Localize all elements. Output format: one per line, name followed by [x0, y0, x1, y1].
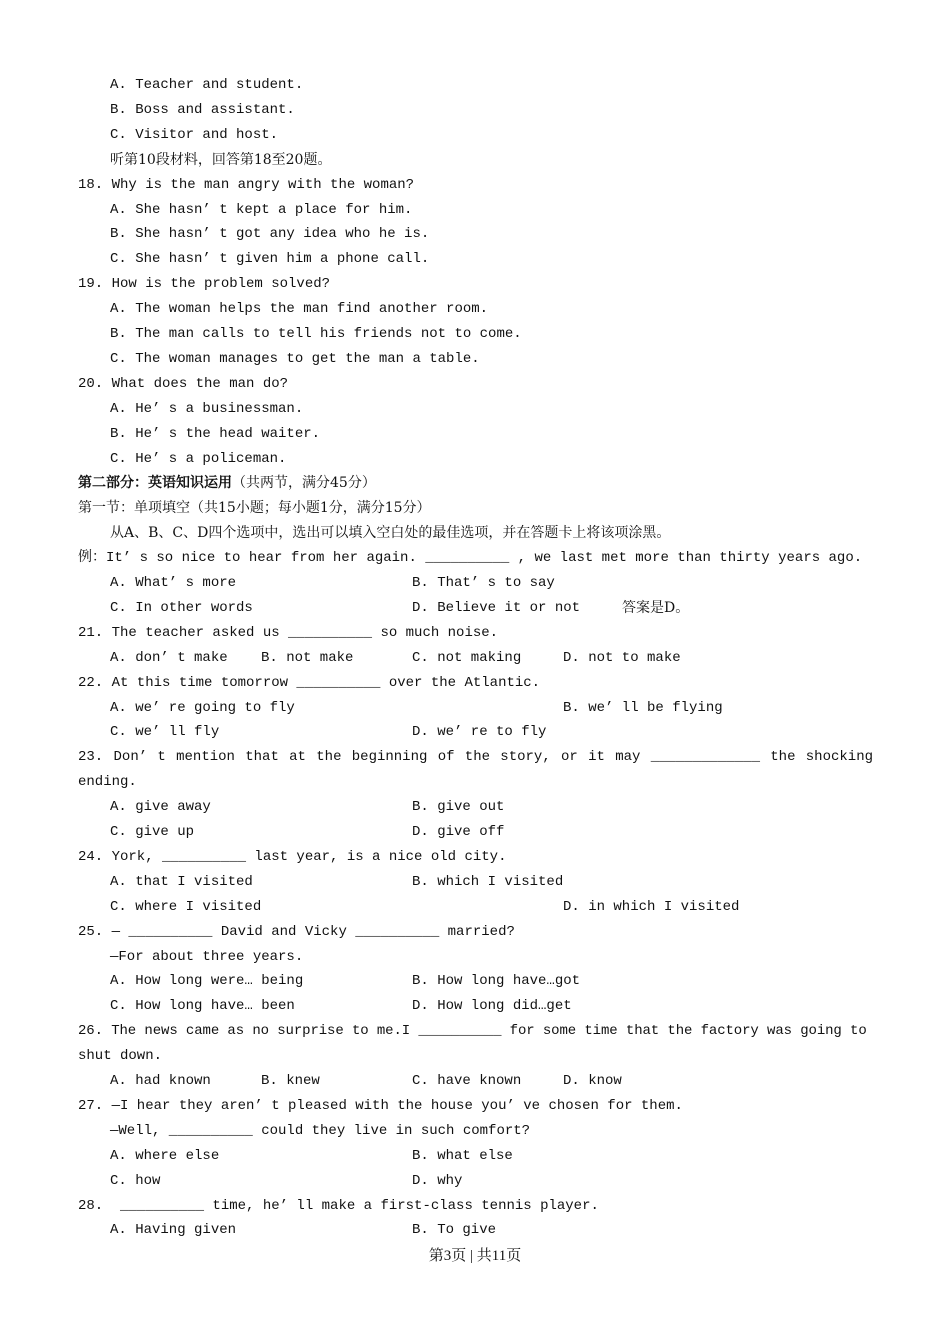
text: ending.: [78, 774, 137, 791]
answer-option: C. He’ s a policeman.: [110, 450, 287, 467]
text-line: [0, 647, 950, 669]
text-line: [0, 423, 950, 445]
text: 第一节：单项填空（共15小题；每小题1分，满分15分）: [78, 500, 431, 517]
answer-option: B. The man calls to tell his friends not to come.: [110, 326, 522, 342]
answer-option: B. She hasn’ t got any idea who he is.: [110, 226, 430, 243]
answer-option: D. we’ re to fly: [412, 724, 547, 741]
answer-option: A. where else: [110, 1147, 220, 1164]
text-line: [0, 622, 950, 644]
text-line: [0, 248, 950, 270]
answer-option: D. know: [563, 1073, 622, 1089]
answer-option: A. Teacher and student.: [110, 77, 304, 93]
text-line: [0, 1045, 950, 1067]
text-line: [0, 796, 950, 818]
question-text: 18. Why is the man angry with the woman?: [78, 176, 415, 193]
text-line: [0, 74, 950, 96]
text-line: [0, 1095, 950, 1117]
question-text: 25. — __________ David and Vicky __________ married?: [78, 923, 515, 940]
question-text: 19. How is the problem solved?: [78, 276, 331, 293]
answer-option: B. we’ ll be flying: [563, 699, 723, 716]
text-line: [0, 970, 950, 992]
answer-option: A. give away: [110, 799, 211, 816]
answer-option: C. In other words: [110, 599, 253, 616]
answer-option: D. why: [412, 1172, 463, 1189]
text-line: [0, 199, 950, 221]
text-line: [0, 597, 950, 619]
text-line: [0, 1120, 950, 1142]
question-text: 22. At this time tomorrow __________ over the Atlantic.: [78, 674, 541, 691]
answer-option: A. had known: [110, 1073, 211, 1089]
text-line: [0, 448, 950, 470]
answer-option: B. not make: [261, 649, 354, 666]
text-line: [0, 348, 950, 370]
answer-option: D. in which I visited: [563, 898, 740, 915]
text: 答案是D。: [622, 599, 690, 616]
answer-option: A. The woman helps the man find another room.: [110, 301, 489, 318]
text-line: [0, 174, 950, 196]
answer-option: B. How long have…got: [412, 973, 581, 990]
answer-option: A. She hasn’ t kept a place for him.: [110, 201, 413, 218]
text-line: [0, 871, 950, 893]
answer-option: C. The woman manages to get the man a table.: [110, 350, 480, 367]
text-line: [0, 522, 950, 544]
answer-option: A. we’ re going to fly: [110, 699, 295, 716]
text-line: [0, 124, 950, 146]
answer-option: C. where I visited: [110, 898, 262, 915]
text: —Well, __________ could they live in such comfort?: [110, 1122, 531, 1139]
answer-option: C. Visitor and host.: [110, 126, 279, 143]
question-text: 24. York, __________ last year, is a nice old city.: [78, 848, 507, 865]
text-line: [0, 398, 950, 420]
text-line: [0, 821, 950, 843]
text-line: [0, 672, 950, 694]
answer-option: C. we’ ll fly: [110, 724, 220, 741]
section-note: （共两节，满分45分）: [232, 475, 376, 492]
question-text: 27. —I hear they aren’ t pleased with the house you’ ve chosen for them.: [78, 1097, 683, 1114]
answer-option: D. How long did…get: [412, 998, 572, 1015]
answer-option: B. That’ s to say: [412, 575, 555, 591]
text-line: [0, 1170, 950, 1192]
text-line: [0, 373, 950, 395]
answer-option: D. not to make: [563, 649, 681, 666]
text-line: [0, 846, 950, 868]
answer-option: C. How long have… been: [110, 998, 295, 1015]
text-line: [0, 697, 950, 719]
question-text: 21. The teacher asked us __________ so much noise.: [78, 624, 499, 641]
answer-option: B. which I visited: [412, 873, 564, 890]
answer-option: D. Believe it or not: [412, 599, 581, 616]
text-line: [0, 572, 950, 594]
text-line: [0, 149, 950, 171]
text-line: [0, 472, 950, 494]
question-text: 26. The news came as no surprise to me.I __________ for some time that the factory was going to: [78, 1023, 867, 1040]
question-text: 28. __________ time, he’ ll make a first-class tennis player.: [78, 1197, 599, 1214]
text-line: [0, 323, 950, 345]
answer-option: A. What’ s more: [110, 575, 237, 591]
text: 从A、B、C、D四个选项中，选出可以填入空白处的最佳选项，并在答题卡上将该项涂黑。: [110, 525, 671, 542]
answer-option: B. what else: [412, 1147, 513, 1164]
answer-option: B. give out: [412, 799, 505, 816]
answer-option: A. How long were… being: [110, 973, 304, 990]
text-line: [0, 1195, 950, 1217]
text-line: [0, 921, 950, 943]
text-line: [0, 1219, 950, 1241]
text-line: [0, 746, 950, 768]
answer-option: C. not making: [412, 649, 522, 666]
text-line: [0, 1145, 950, 1167]
text-line: [0, 273, 950, 295]
text-line: [0, 896, 950, 918]
section-title: 第二部分：英语知识运用: [78, 475, 232, 492]
text-line: [0, 1070, 950, 1092]
answer-option: B. He’ s the head waiter.: [110, 425, 321, 442]
answer-option: B. Boss and assistant.: [110, 101, 295, 118]
answer-option: A. Having given: [110, 1222, 237, 1239]
text-line: [0, 547, 950, 569]
text-line: [0, 99, 950, 121]
question-text: 20. What does the man do?: [78, 375, 289, 392]
text-line: [0, 995, 950, 1017]
answer-option: B. To give: [412, 1222, 497, 1239]
answer-option: A. that I visited: [110, 873, 253, 890]
text-line: [0, 298, 950, 320]
answer-option: A. don’ t make: [110, 649, 228, 666]
section-heading: [78, 472, 376, 495]
answer-option: C. have known: [412, 1073, 522, 1089]
text: 例：It’ s so nice to hear from her again. __________ , we last met more than thirty years ago.: [78, 550, 863, 567]
text-line: [0, 1020, 950, 1042]
text: 听第10段材料，回答第18至20题。: [110, 151, 332, 168]
answer-option: C. She hasn’ t given him a phone call.: [110, 251, 430, 268]
answer-option: D. give off: [412, 824, 505, 840]
text: shut down.: [78, 1048, 163, 1065]
text-line: [0, 771, 950, 793]
text-line: [0, 721, 950, 743]
answer-option: C. give up: [110, 824, 195, 840]
text-line: [0, 497, 950, 519]
text-line: [0, 223, 950, 245]
answer-option: B. knew: [261, 1073, 320, 1089]
page-footer: 第3页 | 共11页: [428, 1248, 522, 1264]
text: —For about three years.: [110, 948, 304, 965]
question-text: 23. Don’ t mention that at the beginning of the story, or it may _____________ the shocking: [78, 749, 873, 766]
answer-option: A. He’ s a businessman.: [110, 400, 304, 417]
answer-option: C. how: [110, 1172, 161, 1189]
text-line: [0, 946, 950, 968]
